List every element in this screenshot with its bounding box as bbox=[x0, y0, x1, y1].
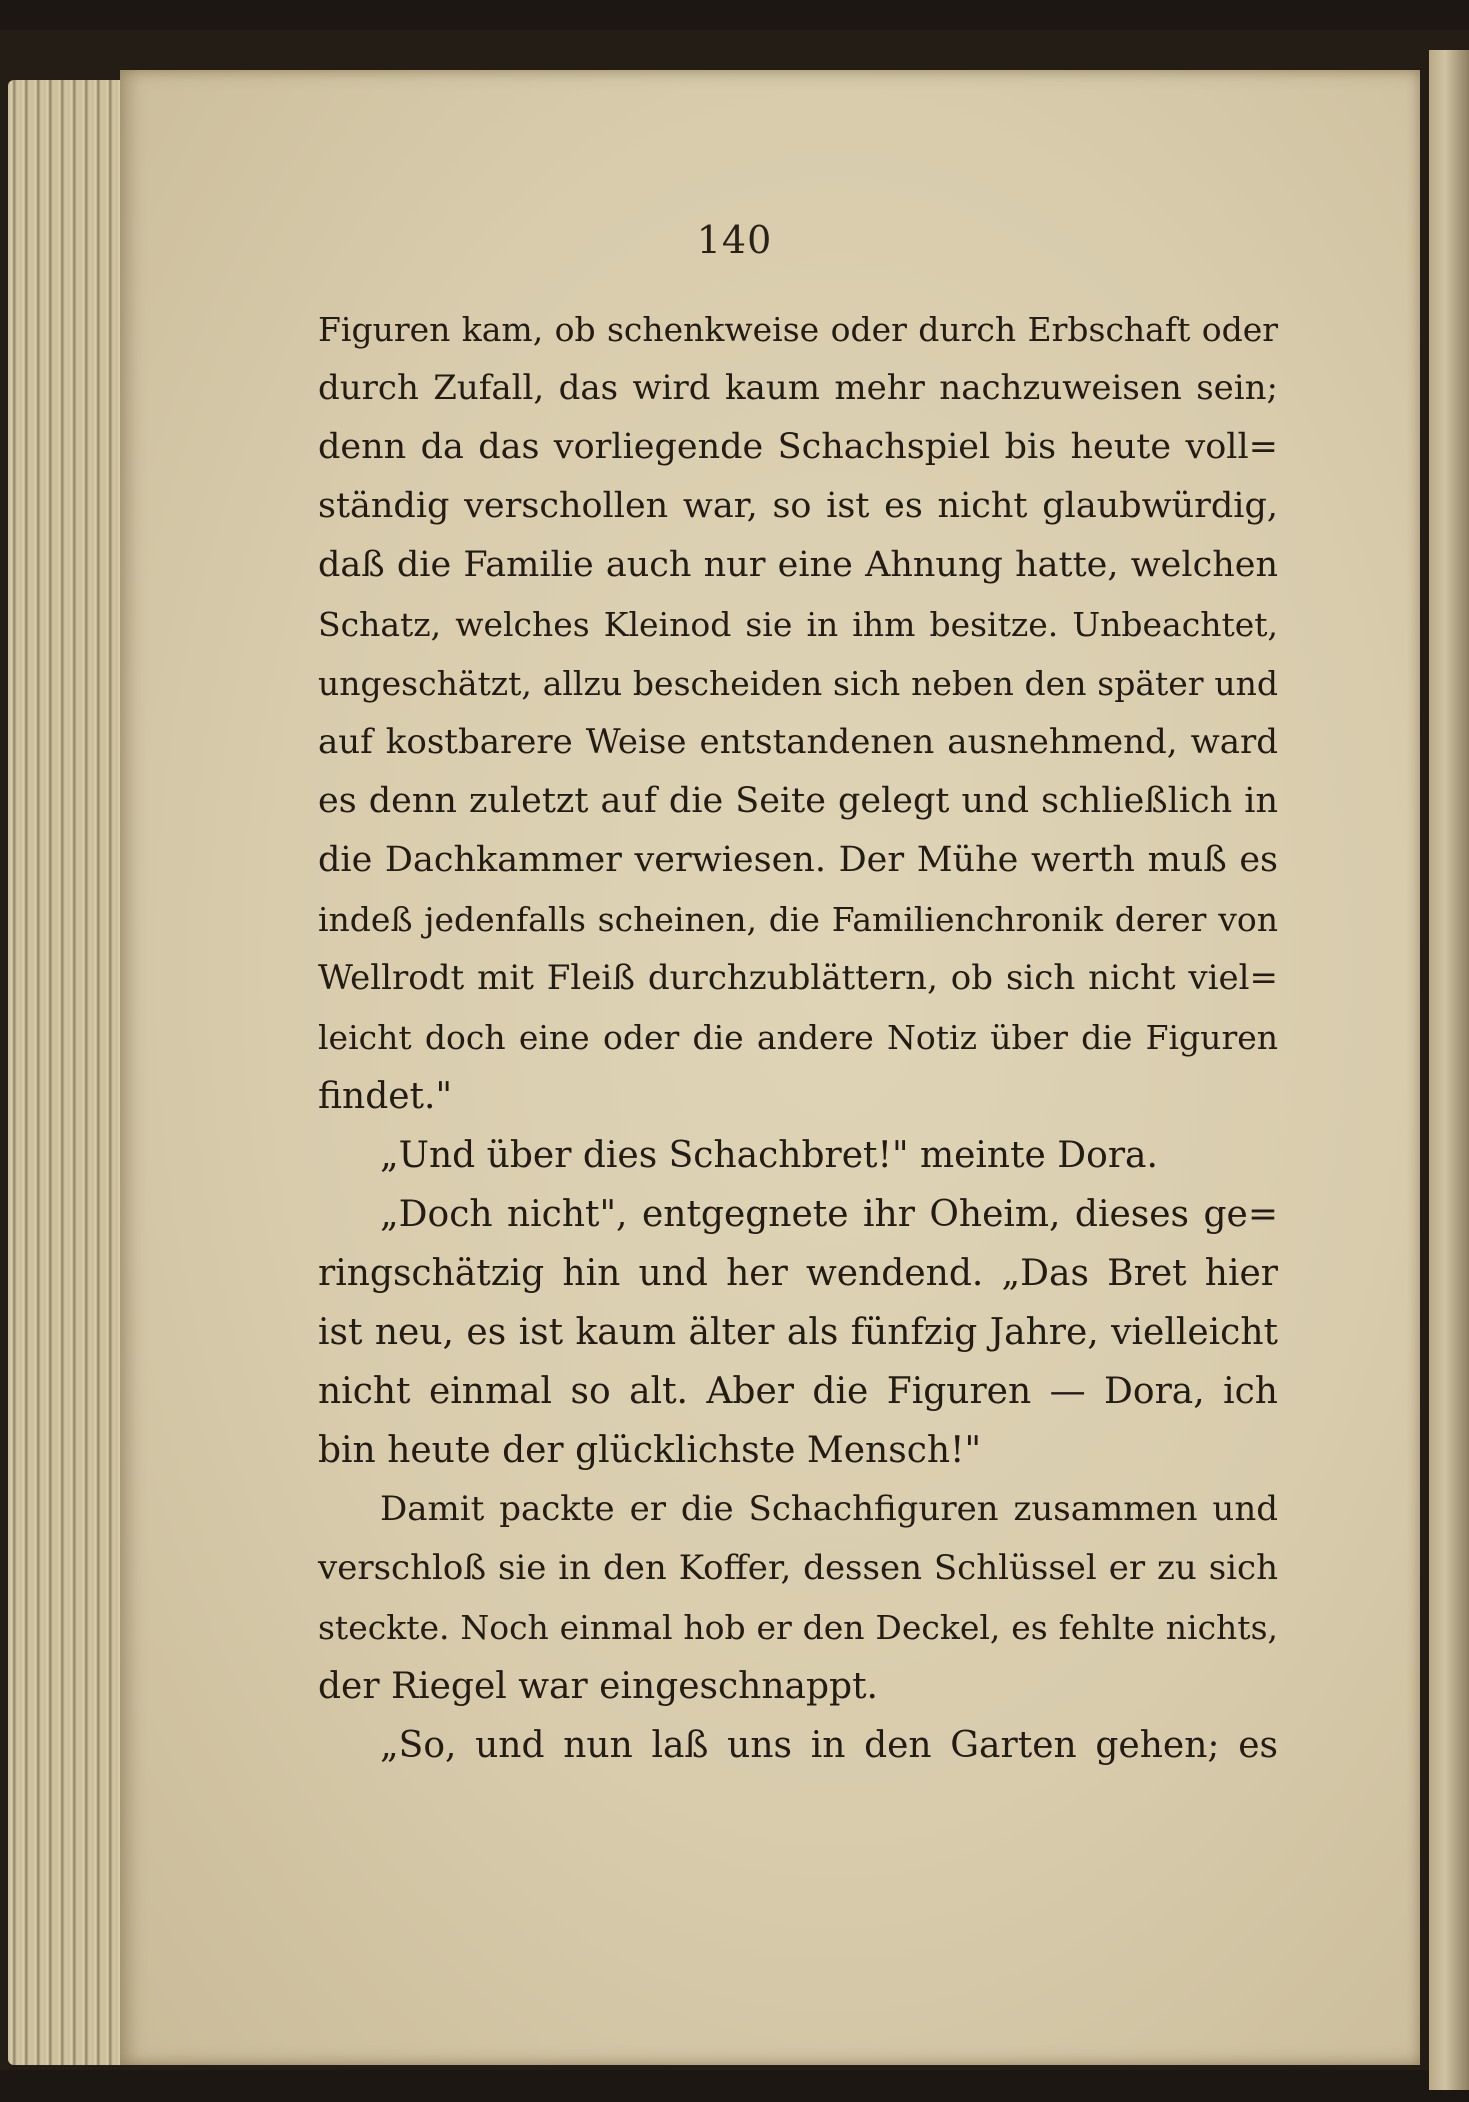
text-line: Damit packte er die Schachfiguren zusammen und bbox=[380, 1489, 1278, 1529]
text-line: steckte. Noch einmal hob er den Deckel, es fehlte nichts, bbox=[318, 1608, 1278, 1647]
text-line: findet." bbox=[318, 1076, 453, 1117]
page-number: 140 bbox=[696, 218, 773, 262]
body-text bbox=[318, 300, 1278, 1775]
text-line: die Dachkammer verwiesen. Der Mühe werth muß es bbox=[318, 840, 1278, 880]
text-line: Wellrodt mit Fleiß durchzublättern, ob sich nicht viel= bbox=[318, 958, 1278, 998]
text-line: leicht doch eine oder die andere Notiz über die Figuren bbox=[318, 1018, 1278, 1057]
text-line: ringschätzig hin und her wendend. „Das Bret hier bbox=[318, 1253, 1278, 1294]
text-line: der Riegel war eingeschnappt. bbox=[318, 1666, 878, 1707]
text-line: ungeschätzt, allzu bescheiden sich neben den später und bbox=[318, 664, 1278, 703]
text-line: indeß jedenfalls scheinen, die Familienchronik derer von bbox=[318, 900, 1278, 939]
text-line: „Und über dies Schachbret!" meinte Dora. bbox=[380, 1135, 1158, 1176]
text-line: denn da das vorliegende Schachspiel bis heute voll= bbox=[318, 427, 1278, 467]
text-line: „Doch nicht", entgegnete ihr Oheim, dieses ge= bbox=[380, 1194, 1278, 1235]
text-line: „So, und nun laß uns in den Garten gehen; es bbox=[380, 1725, 1278, 1766]
text-line: Figuren kam, ob schenkweise oder durch Erbschaft oder bbox=[318, 310, 1278, 349]
text-line: bin heute der glücklichste Mensch!" bbox=[318, 1430, 982, 1471]
text-line: ständig verschollen war, so ist es nicht glaubwürdig, bbox=[318, 486, 1278, 526]
text-line: ist neu, es ist kaum älter als fünfzig Jahre, vielleicht bbox=[318, 1312, 1278, 1353]
text-line: es denn zuletzt auf die Seite gelegt und schließlich in bbox=[318, 781, 1278, 821]
text-line: verschloß sie in den Koffer, dessen Schlüssel er zu sich bbox=[318, 1548, 1278, 1588]
text-line: auf kostbarere Weise entstandenen ausnehmend, ward bbox=[318, 722, 1278, 762]
page-right-edge bbox=[1429, 50, 1469, 2090]
page-stack-edges bbox=[8, 80, 128, 2065]
text-line: daß die Familie auch nur eine Ahnung hatte, welchen bbox=[318, 545, 1278, 585]
text-line: Schatz, welches Kleinod sie in ihm besitze. Unbeachtet, bbox=[318, 605, 1278, 644]
text-line: durch Zufall, das wird kaum mehr nachzuweisen sein; bbox=[318, 368, 1278, 408]
text-line: nicht einmal so alt. Aber die Figuren — Dora, ich bbox=[318, 1371, 1278, 1412]
